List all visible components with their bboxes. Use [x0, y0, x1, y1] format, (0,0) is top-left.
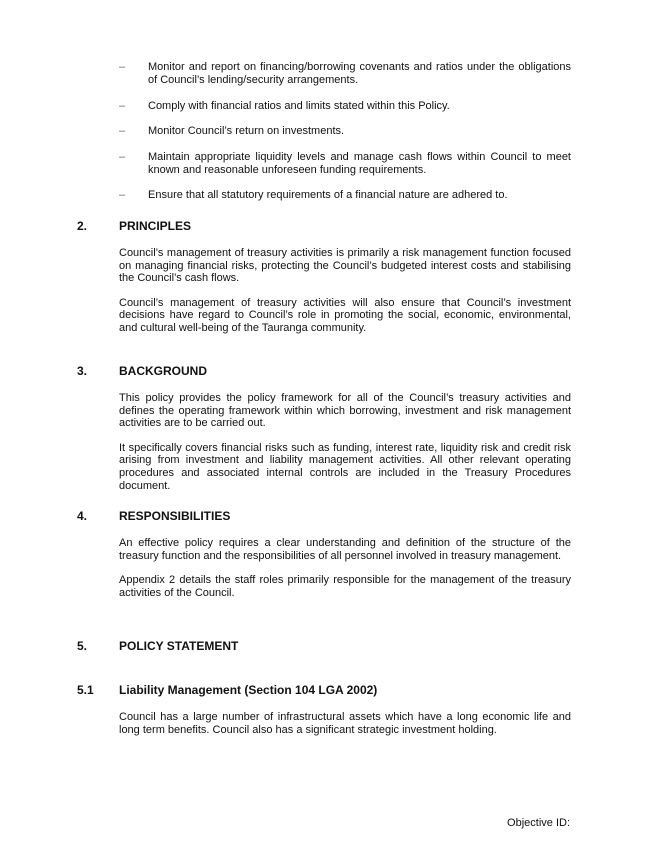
paragraph: Council’s management of treasury activities is primarily a risk management function focused on managing financial risks, protecting the Council’s budgeted interest costs and stabilising the Council’s cash flows. — [119, 247, 571, 285]
paragraph: Appendix 2 details the staff roles primarily responsible for the management of the treasury activities of the Council. — [119, 574, 571, 599]
bullet-dash: – — [119, 150, 126, 163]
section-title: PRINCIPLES — [119, 219, 192, 233]
list-item — [119, 61, 571, 87]
section-policy-statement — [77, 639, 571, 653]
section-number: 4. — [77, 509, 88, 523]
section-title: POLICY STATEMENT — [119, 639, 239, 653]
section-number: 5.1 — [77, 683, 94, 697]
bullet-text: Maintain appropriate liquidity levels and manage cash flows within Council to meet known and reasonable unforeseen funding requirements. — [148, 150, 571, 176]
section-number: 2. — [77, 219, 88, 233]
bullet-dash: – — [119, 99, 126, 112]
bullet-dash: – — [119, 61, 126, 73]
paragraph: Council has a large number of infrastructural assets which have a long economic life and long term benefits. Council also has a significant strategic investment holding. — [119, 711, 571, 736]
subsection-heading — [77, 683, 571, 697]
bullet-text: Ensure that all statutory requirements of a financial nature are adhered to. — [148, 189, 508, 201]
bullet-text: Monitor and report on financing/borrowing covenants and ratios under the obligations of Council’s lending/security arrangements. — [148, 61, 571, 86]
bullet-list — [119, 61, 571, 215]
list-item — [119, 189, 571, 202]
list-item — [119, 125, 571, 138]
paragraph: Council’s management of treasury activities will also ensure that Council’s investment decisions have regard to Council’s role in promoting the social, economic, environmental, and cultural well-being of the Tauranga community. — [119, 296, 571, 334]
list-item — [119, 100, 571, 113]
section-heading — [77, 219, 571, 233]
section-number: 5. — [77, 639, 88, 653]
bullet-text: Comply with financial ratios and limits stated within this Policy. — [148, 99, 450, 112]
section-title: Liability Management (Section 104 LGA 2002) — [119, 683, 378, 697]
bullet-dash: – — [119, 125, 126, 137]
section-heading — [77, 509, 571, 523]
section-responsibilities — [77, 509, 571, 599]
section-liability-management — [77, 683, 571, 736]
section-title: RESPONSIBILITIES — [119, 509, 231, 523]
paragraph: This policy provides the policy framework for all of the Council’s treasury activities and defines the operating framework within which borrowing, investment and risk management activities are to be carried out. — [119, 392, 571, 430]
paragraph: An effective policy requires a clear understanding and definition of the structure of the treasury function and the responsibilities of all personnel involved in treasury management. — [119, 537, 571, 562]
section-number: 3. — [77, 364, 88, 378]
bullet-dash: – — [119, 189, 126, 201]
section-principles — [77, 219, 571, 335]
list-item — [119, 151, 571, 177]
paragraph: It specifically covers financial risks such as funding, interest rate, liquidity risk and credit risk arising from investment and liability management activities. All other relevant operating procedures and associated internal controls are included in the Treasury Procedures document. — [119, 441, 571, 492]
section-heading — [77, 364, 571, 378]
section-title: BACKGROUND — [119, 364, 207, 378]
section-heading — [77, 639, 571, 653]
bullet-text: Monitor Council’s return on investments. — [148, 125, 345, 137]
section-background — [77, 364, 571, 492]
objective-id-label: Objective ID: — [507, 817, 570, 829]
